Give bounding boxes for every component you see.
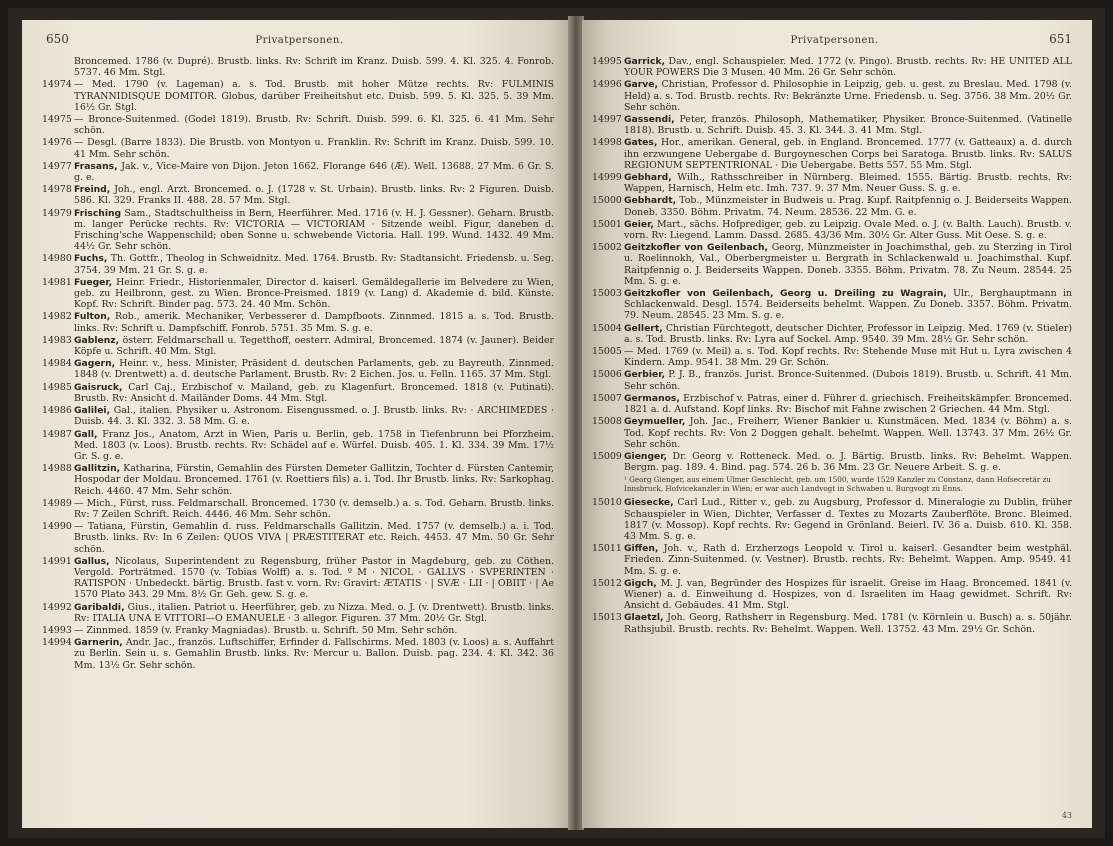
entry-name: Frisching	[74, 207, 122, 219]
entry-text: Erzbischof v. Patras, einer d. Führer d. griechisch. Freiheitskämpfer. Broncemed. 1821 a. d. Aufstand. Kopf links. Rv: Bischof mit Fahne zwischen 2 Griechen. 44 Mm. Stgl.	[624, 392, 1072, 416]
catalogue-entry	[42, 334, 554, 358]
entry-text: Gal., italien. Physiker u. Astronom. Eisengussmed. o. J. Brustb. links. Rv: · ARCHIMEDES · Duisb. 44. 3. Kl. 332. 3. 58 Mm. G. e.	[74, 405, 555, 428]
right-page	[582, 20, 1092, 828]
catalogue-entry	[592, 612, 1073, 635]
signature-mark: 43	[1061, 811, 1072, 820]
entry-number: 14999	[592, 172, 622, 184]
entry-number: 15008	[592, 416, 622, 428]
entry-number: 14979	[42, 207, 72, 219]
entry-text: Broncemed. 1786 (v. Dupré). Brustb. links. Rv: Schrift im Kranz. Duisb. 599. 4. Kl. 325. 4. Fonrob. 5737. 46 Mm. Stgl.	[74, 56, 554, 79]
entry-text: — Med. 1790 (v. Lageman) a. s. Tod. Brustb. mit hoher Mütze rechts. Rv: FULMINIS TYRANNIDISQUE DOMITOR. Globus, darüber Freiheitshut etc. Duisb. 599. 5. Kl. 325. 5. 39 Mm. 16½ Gr. Stgl.	[74, 79, 554, 113]
entry-name: Glaetzl,	[624, 612, 664, 624]
catalogue-entry	[42, 521, 554, 555]
catalogue-entry	[42, 253, 554, 276]
entry-text: Heinr. Friedr., Historienmaler, Director d. kaiserl. Gemäldegallerie im Belvedere zu Wien, geb. zu Heilbronn, gest. zu Wien. Bronce-Preismed. 1819 (v. Lang) d. Akademie d. bild. Künste. Kopf. Rv: Schrift. Binder pag. 573. 24. 40 Mm. Schön.	[74, 276, 554, 311]
entry-text: — Zinnmed. 1859 (v. Franky Magniadas). Brustb. u. Schrift. 50 Mm. Sehr schön.	[74, 624, 458, 636]
entry-name: Gablenz,	[74, 334, 120, 346]
entry-name: Freind,	[74, 184, 111, 196]
entry-number: 14975	[42, 114, 72, 126]
catalogue-entry	[592, 114, 1072, 137]
catalogue-entry	[46, 56, 554, 78]
entry-number: 14993	[42, 624, 72, 636]
entry-number: 15000	[592, 195, 622, 207]
entry-text: Katharina, Fürstin, Gemahlin des Fürsten Demeter Gallitzin, Tochter d. Fürsten Cantemir, Hospodar der Moldau. Broncemed. 1761 (v. Roettiers fils) a. i. Tod. Ihr Brustb. links. Rv: Sarkophag. Reich. 4460. 47 Mm. Sehr schön.	[74, 463, 554, 497]
entry-text: Ulr., Berghauptmann in Schlackenwald. Desgl. 1574. Beiderseits behelmt. Wappen. Zu Doneb. 3357. Böhm. Privatm. 79. Neum. 28545. 23 Mm. S. g. e.	[624, 288, 1073, 322]
entry-text: — Tatiana, Fürstin, Gemahlin d. russ. Feldmarschalls Gallitzin. Med. 1757 (v. demselb.) a. i. Tod. Brustb. links. Rv: In 6 Zeilen: QUOS VIVA | PRÆSTITERAT etc. Reich. 4453. 47 Mm. 50 Gr. Sehr schön.	[74, 521, 554, 555]
catalogue-entry	[42, 428, 554, 463]
catalogue-entry	[592, 137, 1072, 171]
catalogue-entry	[42, 358, 554, 381]
entry-name: Gallitzin,	[74, 463, 121, 475]
left-page-header	[46, 32, 554, 46]
catalogue-entry	[592, 416, 1073, 450]
entry-name: Garibaldi,	[74, 601, 125, 613]
entry-text: Wilh., Rathsschreiber in Nürnberg. Bleimed. 1555. Bärtig. Brustb. rechts. Rv: Wappen, Harnisch, Helm etc. Imh. 737. 9. 37 Mm. Neuer Guss. S. g. e.	[624, 172, 1072, 195]
entry-number: 14990	[42, 521, 72, 533]
catalogue-entry	[42, 79, 554, 113]
catalogue-entry	[42, 601, 554, 624]
entry-text: Heinr. v., hess. Minister, Präsident d. deutschen Parlaments, geb. zu Bayreuth. Zinnmed. 1848 (v. Drentwett) a. d. deutsche Parlament. Brustb. Rv: 2 Eichen. Jos. u. Felln. 1165. 37 Mm. Stgl.	[74, 358, 554, 381]
entry-name: Gaisruck,	[74, 381, 123, 393]
entry-number: 15009	[592, 450, 622, 462]
catalogue-entry	[592, 322, 1072, 345]
catalogue-entry	[42, 637, 554, 671]
entry-number: 14978	[42, 184, 72, 196]
catalogue-entry	[592, 497, 1072, 542]
entry-name: Gagern,	[74, 358, 116, 370]
entry-text: Peter, französ. Philosoph, Mathematiker, Physiker. Bronce-Suitenmed. (Vatinelle 1818). Brustb. u. Schrift. Duisb. 45. 3. Kl. 344. 3. 41 Mm. Stgl.	[624, 114, 1072, 137]
catalogue-entry	[592, 369, 1072, 392]
entry-number: 14988	[42, 463, 72, 475]
entry-text: — Desgl. (Barre 1833). Die Brustb. von Montyon u. Franklin. Rv: Schrift im Kranz. Duisb. 599. 10. 41 Mm. Sehr schön.	[74, 137, 554, 160]
entry-name: Frasans,	[74, 160, 118, 172]
entry-text: — Bronce-Suitenmed. (Godel 1819). Brustb. Rv: Schrift. Duisb. 599. 6. Kl. 325. 6. 41 Mm. Sehr schön.	[74, 114, 554, 137]
entry-number: 14987	[42, 428, 72, 440]
entry-number: 14995	[592, 56, 622, 67]
catalogue-entry	[592, 288, 1073, 322]
entry-name: Fulton,	[74, 311, 111, 323]
entry-name: Geier,	[624, 218, 654, 230]
catalogue-entry	[42, 311, 554, 334]
catalogue-entry	[42, 497, 554, 520]
entry-number: 14984	[42, 358, 72, 370]
catalogue-entry	[42, 624, 554, 636]
entry-number: 14994	[42, 637, 72, 649]
entry-number: 15011	[592, 543, 622, 555]
catalogue-entry	[42, 555, 554, 601]
entry-number: 15005	[592, 346, 622, 358]
entry-text: Christian, Professor d. Philosophie in Leipzig, geb. u. gest. zu Breslau. Med. 1798 (v. Held) a. s. Tod. Brustb. rechts. Rv: Bekränzte Urne. Friedensb. u. Seg. 3756. 38 Mm. 20½ Gr. Sehr schön.	[624, 79, 1072, 113]
catalogue-entry	[42, 381, 554, 404]
entry-name: Gellert,	[624, 322, 663, 334]
entry-text: Gius., italien. Patriot u. Heerführer, geb. zu Nizza. Med. o. J. (v. Drentwett). Brustb. links. Rv: ITALIA UNA E VITTORI—O EMANUELE · 3 allegor. Figuren. 37 Mm. 20½ Gr. Stgl.	[74, 601, 554, 624]
catalogue-entry	[42, 184, 554, 207]
entry-name: Gassendi,	[624, 114, 675, 126]
entry-name: Germanos,	[624, 392, 680, 404]
entry-text: Carl Lud., Ritter v., geb. zu Augsburg, Professor d. Mineralogie zu Dublin, früher Schauspieler in Wien, Dichter, Verfasser d. Textes zu Mozarts Zauberflöte. Bronc. Bleimed. 1817 (v. Mossop). Kopf rechts. Rv: Gegend in Grönland. Beierl. IV. 36 a. Duisb. 610. Kl. 358. 43 Mm. S. g. e.	[624, 497, 1072, 542]
entry-name: Gerbier,	[624, 369, 665, 381]
entry-text: Joh. v., Rath d. Erzherzogs Leopold v. Tirol u. kaiserl. Gesandter beim westphäl. Frieden. Zinn-Suitenmed. (v. Vestner). Brustb. rechts. Rv: Behelmt. Wappen. Amp. 9549. 41 Mm. S. g. e.	[624, 543, 1072, 577]
catalogue-entry	[592, 79, 1072, 113]
entry-text: Th. Gottfr., Theolog in Schweidnitz. Med. 1764. Brustb. Rv: Stadtansicht. Friedensb. u. Seg. 3754. 39 Mm. 21 Gr. S. g. e.	[74, 253, 554, 276]
entry-text: Nicolaus, Superintendent zu Regensburg, früher Pastor in Magdeburg, geb. zu Cöthen. Vergold. Porträtmed. 1570 (v. Tobias Wolff) a. s. Tod. º M · NICOL · GALLVS · SVPERINTEN · RATISPON · Unbedeckt. bärtig. Brustb. fast v. vorn. Rv: Gravirt: ÆTATIS · | SVÆ · LII · | OBIIT · | Ae 1570 Plato 343. 29 Mm. 8½ Gr. Geh. gew. S. g. e.	[74, 555, 554, 601]
entry-number: 15003	[592, 288, 622, 300]
entry-name: Galilei,	[74, 405, 111, 417]
entry-name: Garve,	[624, 79, 658, 91]
catalogue-entry	[42, 160, 555, 184]
catalogue-entry	[592, 450, 1073, 474]
entry-number: 15002	[592, 242, 622, 254]
catalogue-entry	[592, 218, 1072, 242]
page-number: 650	[46, 32, 69, 46]
entry-text: österr. Feldmarschall u. Tegetthoff, oesterr. Admiral, Broncemed. 1874 (v. Jauner). Beider Köpfe u. Schrift. 40 Mm. Stgl.	[74, 334, 554, 358]
footnote: ¹ Georg Gienger, aus einem Ulmer Geschlecht, geb. um 1500, wurde 1529 Kanzler zu Constanz, dann Hofsecretär zu Innsbruck, Hofvicekanzler in Wien; er war auch Landvogt in Schwaben u. Burgvogt zu Enns.	[624, 475, 1051, 494]
entry-name: Giesecke,	[624, 497, 674, 509]
entry-name: Gebhard,	[624, 172, 672, 184]
entry-name: Geymueller,	[624, 416, 686, 428]
entry-number: 15001	[592, 218, 622, 230]
entry-name: Gall,	[74, 428, 98, 440]
entry-number: 14982	[42, 311, 72, 323]
entry-number: 15006	[592, 369, 622, 381]
entry-text: Tob., Münzmeister in Budweis u. Prag. Kupf. Raitpfennig o. J. Beiderseits Wappen. Doneb. 3350. Böhm. Privatm. 74. Neum. 28536. 22 Mm. G. e.	[624, 195, 1072, 218]
entry-name: Gebhardt,	[624, 195, 677, 207]
entry-text: Christian Fürchtegott, deutscher Dichter, Professor in Leipzig. Med. 1769 (v. Stieler) a. s. Tod. Brustb. links. Rv: Lyra auf Sockel. Amp. 9540. 39 Mm. 28½ Gr. Sehr schön.	[624, 322, 1072, 345]
entry-text: Carl Caj., Erzbischof v. Mailand, geb. zu Klagenfurt. Broncemed. 1818 (v. Putinati). Brustb. Rv: Ansicht d. Mailänder Doms. 44 Mm. Stgl.	[74, 381, 554, 404]
catalogue-entries	[42, 56, 555, 671]
entry-text: — Med. 1769 (v. Meil) a. s. Tod. Kopf rechts. Rv: Stehende Muse mit Hut u. Lyra zwischen 4 Kindern. Amp. 9541. 38 Mm. 29 Gr. Schön.	[624, 346, 1072, 369]
entry-number: 14991	[42, 555, 72, 567]
entry-number: 15007	[592, 392, 622, 404]
catalogue-entry	[42, 137, 554, 160]
left-page	[22, 20, 570, 828]
page-number: 651	[1049, 32, 1072, 46]
right-page-header	[596, 32, 1072, 46]
entry-name: Geitzkofler von Geilenbach,	[624, 242, 769, 254]
entry-number: 15013	[592, 612, 622, 624]
entry-number: 14997	[592, 114, 622, 126]
running-title: Privatpersonen.	[255, 35, 344, 46]
open-book	[8, 8, 1105, 838]
entry-name: Geitzkofler von Geilenbach, Georg u. Dreiling zu Wagrain,	[624, 288, 947, 300]
entry-name: Garnerin,	[74, 637, 123, 649]
entry-name: Gigch,	[624, 577, 657, 589]
entry-text: Joh. Jac., Freiherr, Wiener Bankier u. Kunstmäcen. Med. 1834 (v. Böhm) a. s. Tod. Kopf rechts. Rv: Von 2 Doggen gehalt. behelmt. Wappen. Well. 13743. 37 Mm. 26½ Gr. Sehr schön.	[624, 416, 1073, 450]
entry-number: 14985	[42, 381, 72, 393]
entry-text: Georg, Münzmeister in Joachimsthal, geb. zu Sterzing in Tirol u. Roelinnokh, Val., Oberbergmeister u. Bergrath in Schlackenwald u. Joachimsthal. Kupf. Raitpfennig o. J. Beiderseits Wappen. Doneb. 3355. Böhm. Privatm. 78. Zu Neum. 28544. 25 Mm. S. g. e.	[624, 242, 1073, 287]
catalogue-entry	[42, 405, 555, 428]
entry-number: 15012	[592, 577, 622, 589]
entry-text: Jak. v., Vice-Maire von Dijon. Jeton 1662. Florange 646 (Æ). Well. 13688. 27 Mm. 6 Gr. S. g. e.	[74, 160, 555, 184]
entry-number: 14989	[42, 497, 72, 509]
catalogue-entry	[592, 543, 1072, 577]
entry-text: Sam., Stadtschultheiss in Bern, Heerführer. Med. 1716 (v. H. J. Gessner). Geharn. Brustb. m. langer Perücke rechts. Rv: VICTORIA — VICTORIAM · Sitzende weibl. Figur, daneben d. Frisching'sche Wappenschild; oben Sonne u. schwebende Victoria. Hall. 199. Wund. 1432. 49 Mm. 44½ Gr. Sehr schön.	[74, 207, 554, 253]
entry-name: Garrick,	[624, 56, 665, 67]
entry-text: Rob., amerik. Mechaniker, Verbesserer d. Dampfboots. Zinnmed. 1815 a. s. Tod. Brustb. links. Rv: Schrift u. Dampfschiff. Fonrob. 5751. 35 Mm. S. g. e.	[74, 311, 554, 334]
entry-number: 14986	[42, 405, 72, 417]
catalogue-entry	[592, 242, 1073, 287]
catalogue-entry	[42, 207, 554, 253]
entry-number: 14992	[42, 601, 72, 613]
entry-name: Giffen,	[624, 543, 659, 555]
entry-number: 15010	[592, 497, 622, 509]
entry-text: Hor., amerikan. General, geb. in England. Broncemed. 1777 (v. Gatteaux) a. d. durch ihn erzwungene Uebergabe d. Burgoyneschen Corps bei Saratoga. Brustb. links. Rv: SALUS REGIONUM SEPTENTRIONAL · Die Uebergabe. Betts 557. 55 Mm. Stgl.	[624, 137, 1072, 171]
entry-name: Gienger,	[624, 450, 667, 462]
entry-name: Fuchs,	[74, 253, 108, 265]
entry-number: 15004	[592, 322, 622, 334]
running-title: Privatpersonen.	[790, 35, 879, 46]
catalogue-entries	[592, 497, 1073, 635]
entry-number: 14996	[592, 79, 622, 91]
entry-number: 14976	[42, 137, 72, 149]
entry-text: Dr. Georg v. Rotteneck. Med. o. J. Bärtig. Brustb. links. Rv: Behelmt. Wappen. Bergm. pag. 189. 4. Bind. pag. 574. 26 b. 36 Mm. 23 Gr. Neuere Arbeit. S. g. e.	[624, 450, 1073, 474]
entry-number: 14983	[42, 334, 72, 346]
catalogue-entry	[592, 392, 1072, 416]
catalogue-entry	[592, 56, 1072, 79]
entry-name: Fueger,	[74, 276, 113, 288]
entry-text: Dav., engl. Schauspieler. Med. 1772 (v. Pingo). Brustb. rechts. Rv: HE UNITED ALL YOUR POWERS Die 3 Musen. 40 Mm. 26 Gr. Sehr schön.	[624, 56, 1072, 79]
entry-number: 14980	[42, 253, 72, 265]
catalogue-entry	[42, 114, 554, 137]
entry-text: M. J. van, Begründer des Hospizes für israelit. Greise im Haag. Broncemed. 1841 (v. Wiener) a. d. Einweihung d. Hospizes, von d. Israeliten im Haag gewidmet. Schrift. Rv: Ansicht d. Gebäudes. 41 Mm. Stgl.	[624, 577, 1073, 612]
entry-text: — Mich., Fürst, russ. Feldmarschall. Broncemed. 1730 (v. demselb.) a. s. Tod. Geharn. Brustb. links. Rv: 7 Zeilen Schrift. Reich. 4446. 46 Mm. Sehr schön.	[74, 497, 554, 520]
entry-text: Franz Jos., Anatom, Arzt in Wien, Paris u. Berlin, geb. 1758 in Tiefenbrunn bei Pforzheim. Med. 1803 (v. Loos). Brustb. rechts. Rv: Schädel auf e. Würfel. Duisb. 405. 1. Kl. 334. 39 Mm. 17½ Gr. S. g. e.	[74, 428, 554, 462]
entry-text: P. J. B., französ. Jurist. Bronce-Suitenmed. (Dubois 1819). Brustb. u. Schrift. 41 Mm. Sehr schön.	[624, 369, 1072, 392]
entry-number: 14977	[42, 160, 72, 172]
entry-name: Gates,	[624, 137, 658, 149]
entry-text: Joh. Georg, Rathsherr in Regensburg. Med. 1781 (v. Körnlein u. Busch) a. s. 50jähr. Rathsjubil. Brustb. rechts. Rv: Behelmt. Wappen. Well. 13752. 43 Mm. 29½ Gr. Schön.	[624, 612, 1073, 635]
catalogue-entries	[592, 56, 1073, 474]
catalogue-entry	[592, 577, 1073, 612]
catalogue-entry	[42, 463, 554, 497]
entry-number: 14998	[592, 137, 622, 149]
entry-text: Joh., engl. Arzt. Broncemed. o. J. (1728 v. St. Urbain). Brustb. links. Rv: 2 Figuren. Duisb. 586. Kl. 329. Franks II. 488. 28. 57 Mm. Stgl.	[74, 184, 554, 207]
entry-text: Mart., sächs. Hofprediger, geb. zu Leipzig. Ovale Med. o. J. (v. Balth. Lauch). Brustb. v. vorn. Rv: Liegend. Lamm. Dassd. 2685. 43/36 Mm. 30½ Gr. Alter Guss. Mit Oese. S. g. e.	[624, 218, 1072, 242]
entry-text: Andr. Jac., französ. Luftschiffer, Erfinder d. Fallschirms. Med. 1803 (v. Loos) a. s. Auffahrt zu Berlin. Sein u. s. Gemahlin Brustb. links. Rv: Mercur u. Ballon. Duisb. pag. 234. 4. Kl. 342. 36 Mm. 13½ Gr. Sehr schön.	[74, 637, 554, 671]
catalogue-entry	[42, 276, 554, 311]
entry-number: 14981	[42, 276, 72, 288]
entry-number: 14974	[42, 79, 72, 91]
catalogue-entry	[592, 195, 1072, 218]
entry-name: Gallus,	[74, 555, 110, 567]
catalogue-entry	[592, 346, 1072, 369]
catalogue-entry	[592, 172, 1072, 195]
